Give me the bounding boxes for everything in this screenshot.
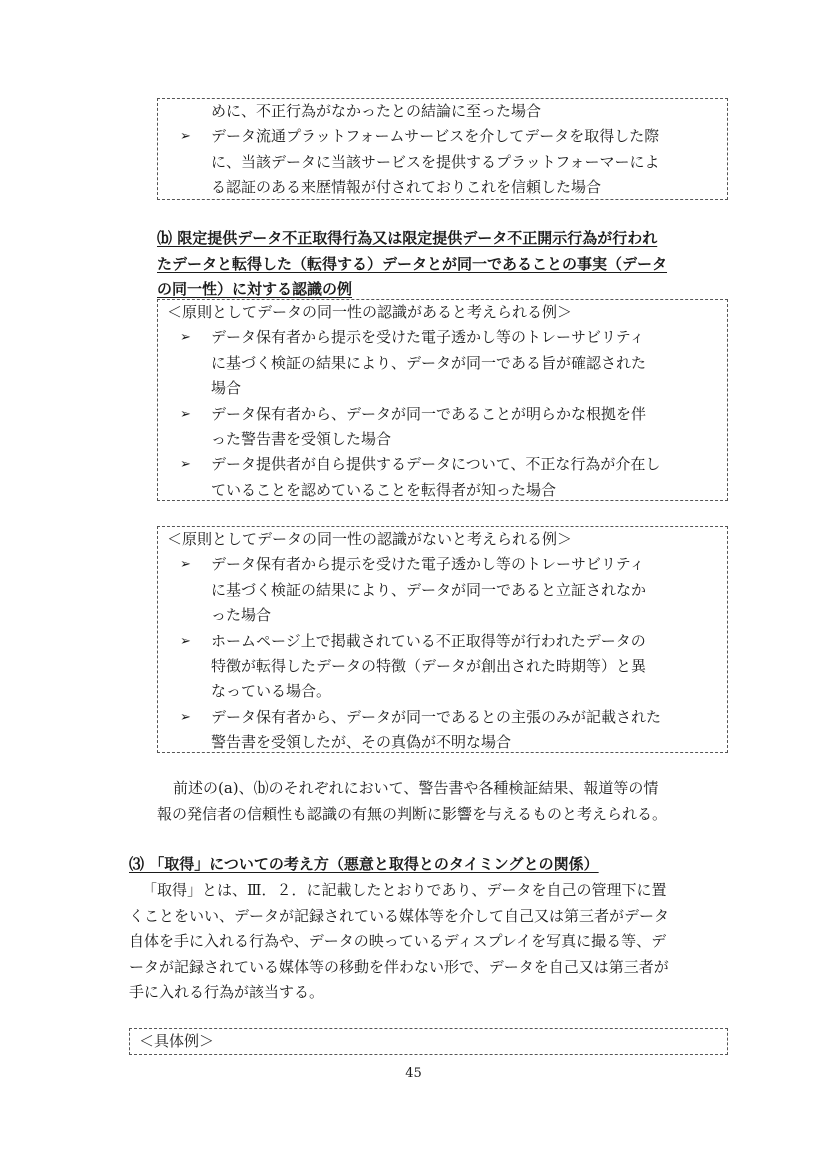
paragraph-line: 手に入れる行為が該当する。 <box>129 983 325 1002</box>
box-continued-examples <box>157 98 728 200</box>
paragraph-line: くことをいい、データが記録されている媒体等を介して自己又は第三者がデータ <box>129 906 670 925</box>
list-item-line: に、当該データに当該サービスを提供するプラットフォーマーによ <box>211 152 660 171</box>
list-item <box>158 452 727 503</box>
continued-line: めに、不正行為がなかったとの結論に至った場合 <box>211 102 542 120</box>
arrow-bullet-icon: ➢ <box>180 709 191 725</box>
box-no-recognition-examples <box>157 526 728 753</box>
paragraph-acquisition <box>129 878 734 1006</box>
list-item-line: に基づく検証の結果により、データが同一であると立証されなか <box>211 580 647 599</box>
arrow-bullet-icon: ➢ <box>180 557 191 573</box>
list-item-line: ていることを認めていることを転得者が知った場合 <box>211 480 557 499</box>
heading-line: たデータと転得した（転得する）データとが同一であることの事実（データ <box>157 254 668 273</box>
paragraph-line: 自体を手に入れる行為や、データの映っているディスプレイを写真に撮る等、デ <box>129 932 667 951</box>
box-header: ＜原則としてデータの同一性の認識がないと考えられる例＞ <box>167 530 573 548</box>
box-header: ＜具体例＞ <box>139 1032 215 1050</box>
list-item-line: データ保有者から提示を受けた電子透かし等のトレーサビリティ <box>211 328 645 347</box>
list-item-line: ホームページ上で掲載されている不正取得等が行われたデータの <box>211 631 646 650</box>
paragraph-line: ータが記録されている媒体等の移動を伴わない形で、データを自己又は第三者が <box>129 957 669 976</box>
list-item-line: る認証のある来歴情報が付されておりこれを信頼した場合 <box>211 178 602 197</box>
list-item-line: 場合 <box>211 379 242 398</box>
arrow-bullet-icon: ➢ <box>180 129 191 145</box>
heading-line: の同一性）に対する認識の例 <box>157 280 353 299</box>
paragraph-line: 「取得」とは、Ⅲ．２．に記載したとおりであり、データを自己の管理下に置 <box>142 881 667 899</box>
list-item-line: データ保有者から、データが同一であることが明らかな根拠を伴 <box>211 404 647 423</box>
list-item-line: った警告書を受領した場合 <box>211 430 392 449</box>
paragraph-line: 前述の(a)、⒝のそれぞれにおいて、警告書や各種検証結果、報道等の情 <box>173 779 659 797</box>
list-item-line: データ保有者から提示を受けた電子透かし等のトレーサビリティ <box>211 555 645 574</box>
section-heading-b <box>157 226 737 303</box>
box-header: ＜原則としてデータの同一性の認識があると考えられる例＞ <box>167 303 573 321</box>
list-item <box>158 629 727 705</box>
page-number: 45 <box>405 1066 422 1081</box>
box-concrete-examples <box>129 1028 728 1055</box>
list-item <box>158 552 727 628</box>
paragraph-credibility <box>157 776 737 827</box>
list-item <box>158 124 727 200</box>
section-heading-3 <box>129 852 729 878</box>
list-item <box>158 325 727 401</box>
list-item <box>158 402 727 453</box>
list-item-line: データ提供者が自ら提供するデータについて、不正な行為が介在し <box>211 455 661 474</box>
arrow-bullet-icon: ➢ <box>180 457 191 473</box>
list-item-line: データ保有者から、データが同一であるとの主張のみが記載された <box>211 707 662 726</box>
list-item-line: に基づく検証の結果により、データが同一である旨が確認された <box>211 353 647 372</box>
heading-line: ⑶ 「取得」についての考え方（悪意と取得とのタイミングとの関係） <box>129 855 599 873</box>
arrow-bullet-icon: ➢ <box>180 406 191 422</box>
box-recognition-examples <box>157 299 728 501</box>
list-item-line: った場合 <box>211 606 272 625</box>
paragraph-line: 報の発信者の信頼性も認識の有無の判断に影響を与えるものと考えられる。 <box>157 804 668 823</box>
list-item-line: なっている場合。 <box>211 682 332 701</box>
arrow-bullet-icon: ➢ <box>180 633 191 649</box>
list-item-line: データ流通プラットフォームサービスを介してデータを取得した際 <box>211 127 660 146</box>
list-item-line: 特徴が転得したデータの特徴（データが創出された時期等）と異 <box>211 657 647 676</box>
list-item-line: 警告書を受領したが、その真偽が不明な場合 <box>211 733 512 752</box>
heading-line: ⒝ 限定提供データ不正取得行為又は限定提供データ不正開示行為が行われ <box>157 229 658 247</box>
arrow-bullet-icon: ➢ <box>180 330 191 346</box>
list-item <box>158 705 727 756</box>
